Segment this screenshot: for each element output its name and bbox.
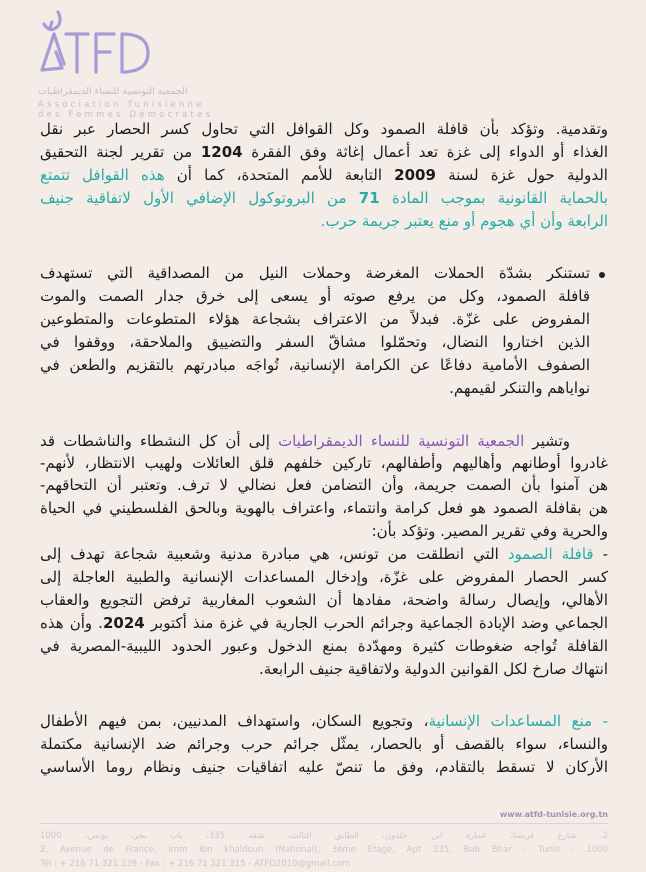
text-line <box>40 520 608 542</box>
highlighted-text: قافلة الصمود <box>507 545 594 563</box>
text-line <box>40 566 608 588</box>
text-segment: انتهاك صارخ لكل القوانين الدولية ولاتفاقية جنيف الرابعة. <box>258 660 608 678</box>
text-segment: كسر الحصار المفروض على غزّة، وإدخال المساعدات الإنسانية والطبية العاجلة إلى <box>40 568 608 586</box>
text-segment: - <box>593 545 608 563</box>
text-segment: المفروض على غزّة. فبدلاً من الاعتراف بشجاعة هؤلاء المتطوعات والمتطوعين <box>40 310 590 328</box>
footer-address-french: 2, Avenue de France, Imm Ibn khaldoun (National), 3ème Etage, Apt 335, Bab Bhar - Tunis - 1000 <box>40 845 608 855</box>
text-line <box>40 331 590 353</box>
org-name-arabic: الجمعية التونسية للنساء الديمقراطيات <box>38 86 188 97</box>
text-segment: الأركان لا تسقط بالتقادم، وفق ما تنصّ عليه اتفاقيات جنيف ونظام روما الأساسي <box>40 758 608 776</box>
text-segment: وتشير <box>524 432 570 450</box>
highlighted-text: الرابعة وأن أي هجوم أو منع يعتبر جريمة حرب. <box>320 212 608 230</box>
text-line <box>40 210 608 232</box>
text-segment: وتقدمية. وتؤكد بأن قافلة الصمود وكل القوافل التي تحاول كسر الحصار عبر نقل <box>40 120 608 138</box>
footer-contact: Tél : + 216 71 321 339 - Fax : + 216 71 321 315 - ATFD2010@gmail.com <box>40 859 351 869</box>
highlighted-text: من البروتوكول الإضافي الأول لاتفاقية جنيف <box>40 189 359 207</box>
text-line <box>40 118 608 140</box>
text-line <box>40 658 608 680</box>
text-line <box>40 187 608 209</box>
text-line <box>40 430 570 452</box>
text-segment: الأهالي، وإيصال رسالة واضحة، مفادها أن الشعوب المغاربية ترفض التجويع والعقاب <box>40 591 608 609</box>
text-line <box>40 756 608 778</box>
text-segment: هن آمنوا بأن الصمت جريمة، وأن التضامن فعل نضالي لا ترف. وتعتبر أن التحاقهم- <box>40 476 608 494</box>
highlighted-text: 2024 <box>102 614 145 632</box>
text-segment: إلى أن كل النشطاء والناشطات قد <box>40 432 279 450</box>
text-segment: التابعة للأمم المتحدة، كما أن <box>164 166 395 184</box>
text-line <box>40 543 608 565</box>
text-segment: التي انطلقت من تونس، هي مبادرة مدنية وشعبية شجاعة تهدف إلى <box>40 545 508 563</box>
text-segment: القافلة تُواجه ضغوطات كثيرة ومهدّدة بمنع الدخول وعبور الحدود الليبية-المصرية في <box>40 637 608 655</box>
highlighted-text: الجمعية التونسية للنساء الديمقراطيات <box>278 432 525 450</box>
text-segment: هن بقافلة الصمود هو فعل كرامة وانتماء، واعتراف بالهوية وبالحق الفلسطيني في الحياة <box>40 499 608 517</box>
atfd-logo-mark-icon <box>38 8 158 78</box>
text-segment: قافلة الصمود، وكل من يرفع صوته أو يسعى إلى خرق جدار الصمت والموت <box>40 287 590 305</box>
text-line <box>40 141 608 163</box>
bullet-icon <box>599 272 605 278</box>
text-line <box>40 285 590 307</box>
text-segment: غادروا أوطانهم وأهاليهم وأطفالهم، تاركين خلفهم قلق العائلات ولهيب الانتظار، لأنهم- <box>40 454 608 472</box>
text-line <box>40 612 608 634</box>
text-line <box>40 452 608 474</box>
text-line <box>40 354 590 376</box>
text-segment: الصفوف الأمامية دفاعًا عن الكرامة الإنسانية، تُواجَه مبادرتهم بالتقزيم والطعن في <box>40 356 590 374</box>
org-name-french-line1: Association Tunisienne <box>38 100 205 110</box>
text-line <box>40 377 590 399</box>
text-segment: والنساء، سواء بالقصف أو بالحصار، يمثّل جرائم حرب وجرائم ضد الإنسانية مكتملة <box>40 735 608 753</box>
atfd-logo <box>38 8 214 120</box>
org-name-french-line2: des Femmes Démocrates <box>38 110 214 120</box>
highlighted-text: 71 <box>358 189 380 207</box>
text-line <box>40 497 608 519</box>
text-segment: الجماعي وضد الإبادة الجماعية وجرائم الحرب الجارية في غزة منذ أكتوبر <box>144 614 608 632</box>
footer-address-arabic: 2، شارع فرنسا، عمارة ابن خلدون، الطابق الثالث، شقة 335، باب بحر، تونس، 1000 <box>40 831 608 841</box>
text-segment: . وأن هذه <box>40 614 103 632</box>
highlighted-text: بالحماية القانونية بموجب المادة <box>379 189 608 207</box>
text-segment: والحرية وفي تقرير المصير. وتؤكد بأن: <box>371 522 608 540</box>
footer-divider <box>40 823 608 824</box>
text-line <box>40 589 608 611</box>
text-line <box>40 308 590 330</box>
text-segment: ، وتجويع السكان، واستهداف المدنيين، بمن فيهم الأطفال <box>40 712 429 730</box>
text-line <box>40 635 608 657</box>
text-line <box>40 474 608 496</box>
highlighted-text: هذه القوافل تتمتع <box>40 166 165 184</box>
text-segment: الغذاء أو الدواء إلى غزة تعد أعمال إغاثة وفق الفقرة <box>242 143 608 161</box>
website-link[interactable]: www.atfd-tunisie.org.tn <box>499 810 608 819</box>
highlighted-text: 2009 <box>394 166 436 184</box>
text-segment: نواياهم والتنكر لقيمهم. <box>449 379 590 397</box>
text-line <box>40 710 608 732</box>
text-segment: تستنكر بشدّة الحملات المغرضة وحملات النيل من المصداقية التي تستهدف <box>40 264 590 282</box>
text-line <box>40 164 608 186</box>
text-segment: من تقرير لجنة التحقيق <box>40 143 201 161</box>
text-line <box>40 262 590 284</box>
text-segment: الذين اختاروا النضال، وتحمّلوا مشاقّ السفر والتضييق والملاحقة، ووقفوا في <box>40 333 590 351</box>
text-segment: الدولية حول غزة لسنة <box>435 166 608 184</box>
highlighted-text: 1204 <box>200 143 243 161</box>
highlighted-text: - منع المساعدات الإنسانية <box>428 712 609 730</box>
text-line <box>40 733 608 755</box>
